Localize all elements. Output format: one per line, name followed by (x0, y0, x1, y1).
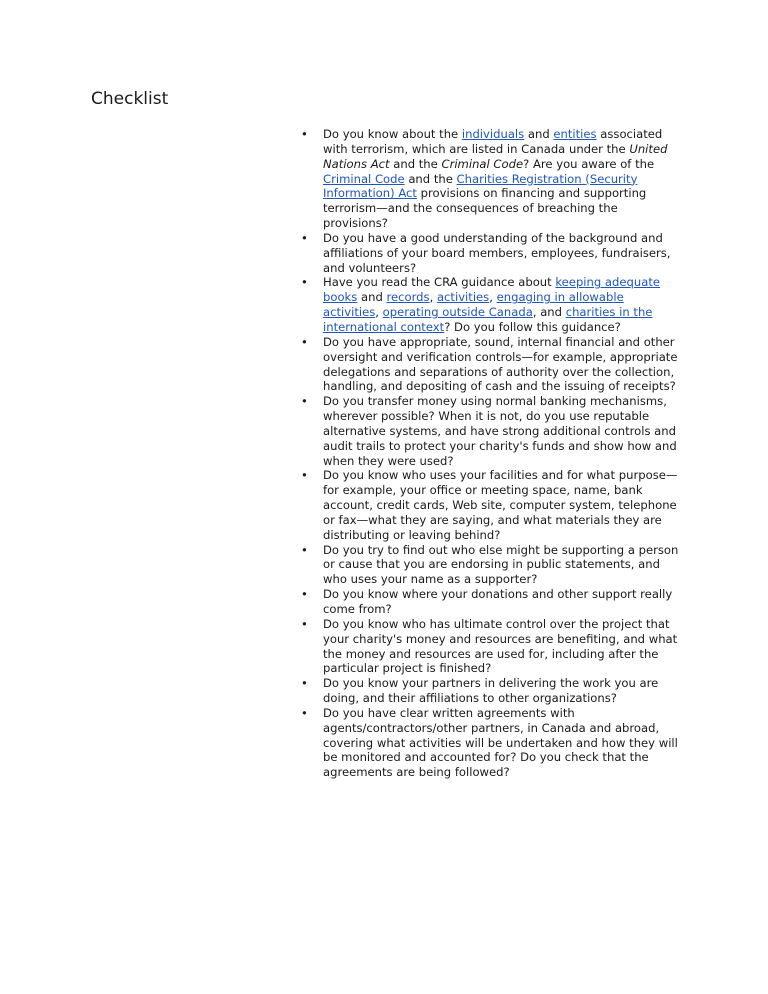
item-text: Do you have a good understanding of the background and affiliations of your board members, employees, fundraisers, and volunteers? (323, 230, 671, 275)
checklist-item (300, 617, 682, 676)
page-title: Checklist (91, 89, 169, 109)
item-text: , (429, 290, 437, 305)
item-text: Do you transfer money using normal banking mechanisms, wherever possible? When it is not, do you use reputable alternative systems, and have strong additional controls and audit trails to protect your charity's funds and show how and when they were used? (323, 394, 677, 468)
item-text: Do you know who uses your facilities and for what purpose—for example, your office or meeting space, name, bank account, credit cards, Web site, computer system, telephone or fax—what they are saying, and what materials they are distributing or leaving behind? (323, 468, 678, 542)
guidance-link[interactable]: activities (436, 290, 490, 305)
checklist-item (300, 543, 682, 588)
item-text: Do you know where your donations and other support really come from? (323, 587, 673, 616)
item-text: ? Do you follow this guidance? (444, 319, 621, 334)
bullet-icon: • (301, 468, 308, 483)
item-text: , (489, 290, 497, 305)
bullet-icon: • (301, 705, 308, 720)
bullet-icon: • (301, 616, 308, 631)
bullet-icon: • (301, 394, 308, 409)
item-text: associated with terrorism, which are listed in Canada under the (323, 127, 663, 156)
checklist-item (300, 335, 682, 394)
bullet-icon: • (301, 275, 308, 290)
guidance-link[interactable]: records (386, 290, 430, 305)
item-text: and (524, 127, 554, 141)
checklist-item (300, 394, 682, 468)
item-text: Do you have appropriate, sound, internal financial and other oversight and verification controls—for example, appropriate delegations and separations of authority over the collection, handling, and depositing of cash and the issuing of receipts? (323, 334, 678, 394)
item-text: Do you have clear written agreements with agents/contractors/other partners, in Canada and abroad, covering what activities will be undertaken and how they will be monitored and accounted for? Do you check that the agreements are being followed? (323, 705, 678, 780)
bullet-icon: • (301, 230, 308, 245)
checklist-item (300, 706, 682, 780)
item-text: Do you know your partners in delivering the work you are doing, and their affiliations to other organizations? (323, 676, 659, 706)
bullet-icon: • (301, 587, 308, 602)
checklist-item (300, 587, 682, 617)
item-text: and (357, 290, 387, 305)
checklist-item (300, 468, 682, 542)
item-text: , and (532, 305, 566, 320)
act-title: Criminal Code (441, 156, 524, 171)
checklist-item (300, 231, 682, 276)
guidance-link[interactable]: entities (553, 127, 597, 141)
bullet-icon: • (301, 127, 308, 141)
checklist (300, 127, 682, 780)
guidance-link[interactable]: operating outside Canada (382, 305, 533, 320)
checklist-item (300, 676, 682, 706)
checklist-item (300, 127, 682, 231)
item-text: Have you read the CRA guidance about (323, 275, 556, 290)
guidance-link[interactable]: individuals (461, 127, 525, 141)
item-text: , (375, 305, 383, 320)
item-text: ? Are you aware of the (523, 156, 655, 171)
item-text: and the (404, 171, 457, 186)
item-text: Do you know who has ultimate control over the project that your charity's money and resources are benefiting, and what the money and resources are used for, including after the particular project is finished? (323, 616, 678, 676)
item-text: and the (389, 156, 442, 171)
bullet-icon: • (301, 676, 308, 691)
item-text: provisions on financing and supporting terrorism—and the consequences of breaching the provisions? (323, 186, 647, 231)
guidance-link[interactable]: Charities Registration (Security Information) Act (323, 171, 638, 201)
guidance-link[interactable]: keeping adequate books (323, 275, 661, 305)
guidance-link[interactable]: engaging in allowable activities (323, 290, 624, 320)
act-title: United Nations Act (323, 141, 668, 171)
bullet-icon: • (301, 542, 308, 557)
guidance-link[interactable]: charities in the international context (323, 305, 653, 334)
item-text: Do you know about the (323, 127, 462, 141)
item-text: Do you try to find out who else might be supporting a person or cause that you are endorsing in public statements, and who uses your name as a supporter? (323, 542, 679, 587)
guidance-link[interactable]: Criminal Code (323, 171, 405, 186)
checklist-item (300, 275, 682, 334)
bullet-icon: • (301, 334, 308, 349)
